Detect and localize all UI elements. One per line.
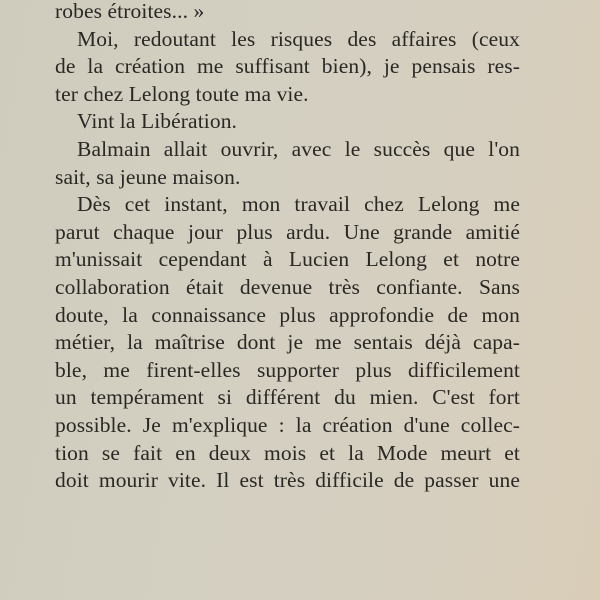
text-line: ter chez Lelong toute ma vie. <box>55 81 309 106</box>
text-line: Dès cet instant, mon travail chez Lelong me <box>77 192 520 217</box>
text-line: doute, la connaissance plus approfondie de mon <box>55 302 520 327</box>
text-line: un tempérament si différent du mien. C'est fort <box>55 385 520 410</box>
text-line: parut chaque jour plus ardu. Une grande amitié <box>55 219 520 244</box>
text-line: Moi, redoutant les risques des affaires (ceux <box>77 26 520 51</box>
text-line: m'unissait cependant à Lucien Lelong et notre <box>55 247 520 272</box>
text-line: possible. Je m'explique : la création d'une collec- <box>55 412 520 437</box>
text-line: Balmain allait ouvrir, avec le succès que l'on <box>77 136 520 161</box>
text-line: ble, me firent-elles supporter plus difficilement <box>55 357 520 382</box>
text-line: sait, sa jeune maison. <box>55 164 241 189</box>
text-line: de la création me suffisant bien), je pensais res- <box>55 54 520 79</box>
text-line: robes étroites... » <box>55 0 205 23</box>
body-text <box>55 0 520 495</box>
text-line: tion se fait en deux mois et la Mode meurt et <box>55 440 520 465</box>
text-line: Vint la Libération. <box>77 109 238 134</box>
text-line: doit mourir vite. Il est très difficile de passer une <box>55 468 520 493</box>
text-line: collaboration était devenue très confiante. Sans <box>55 274 520 299</box>
text-line: métier, la maîtrise dont je me sentais déjà capa- <box>55 330 520 355</box>
